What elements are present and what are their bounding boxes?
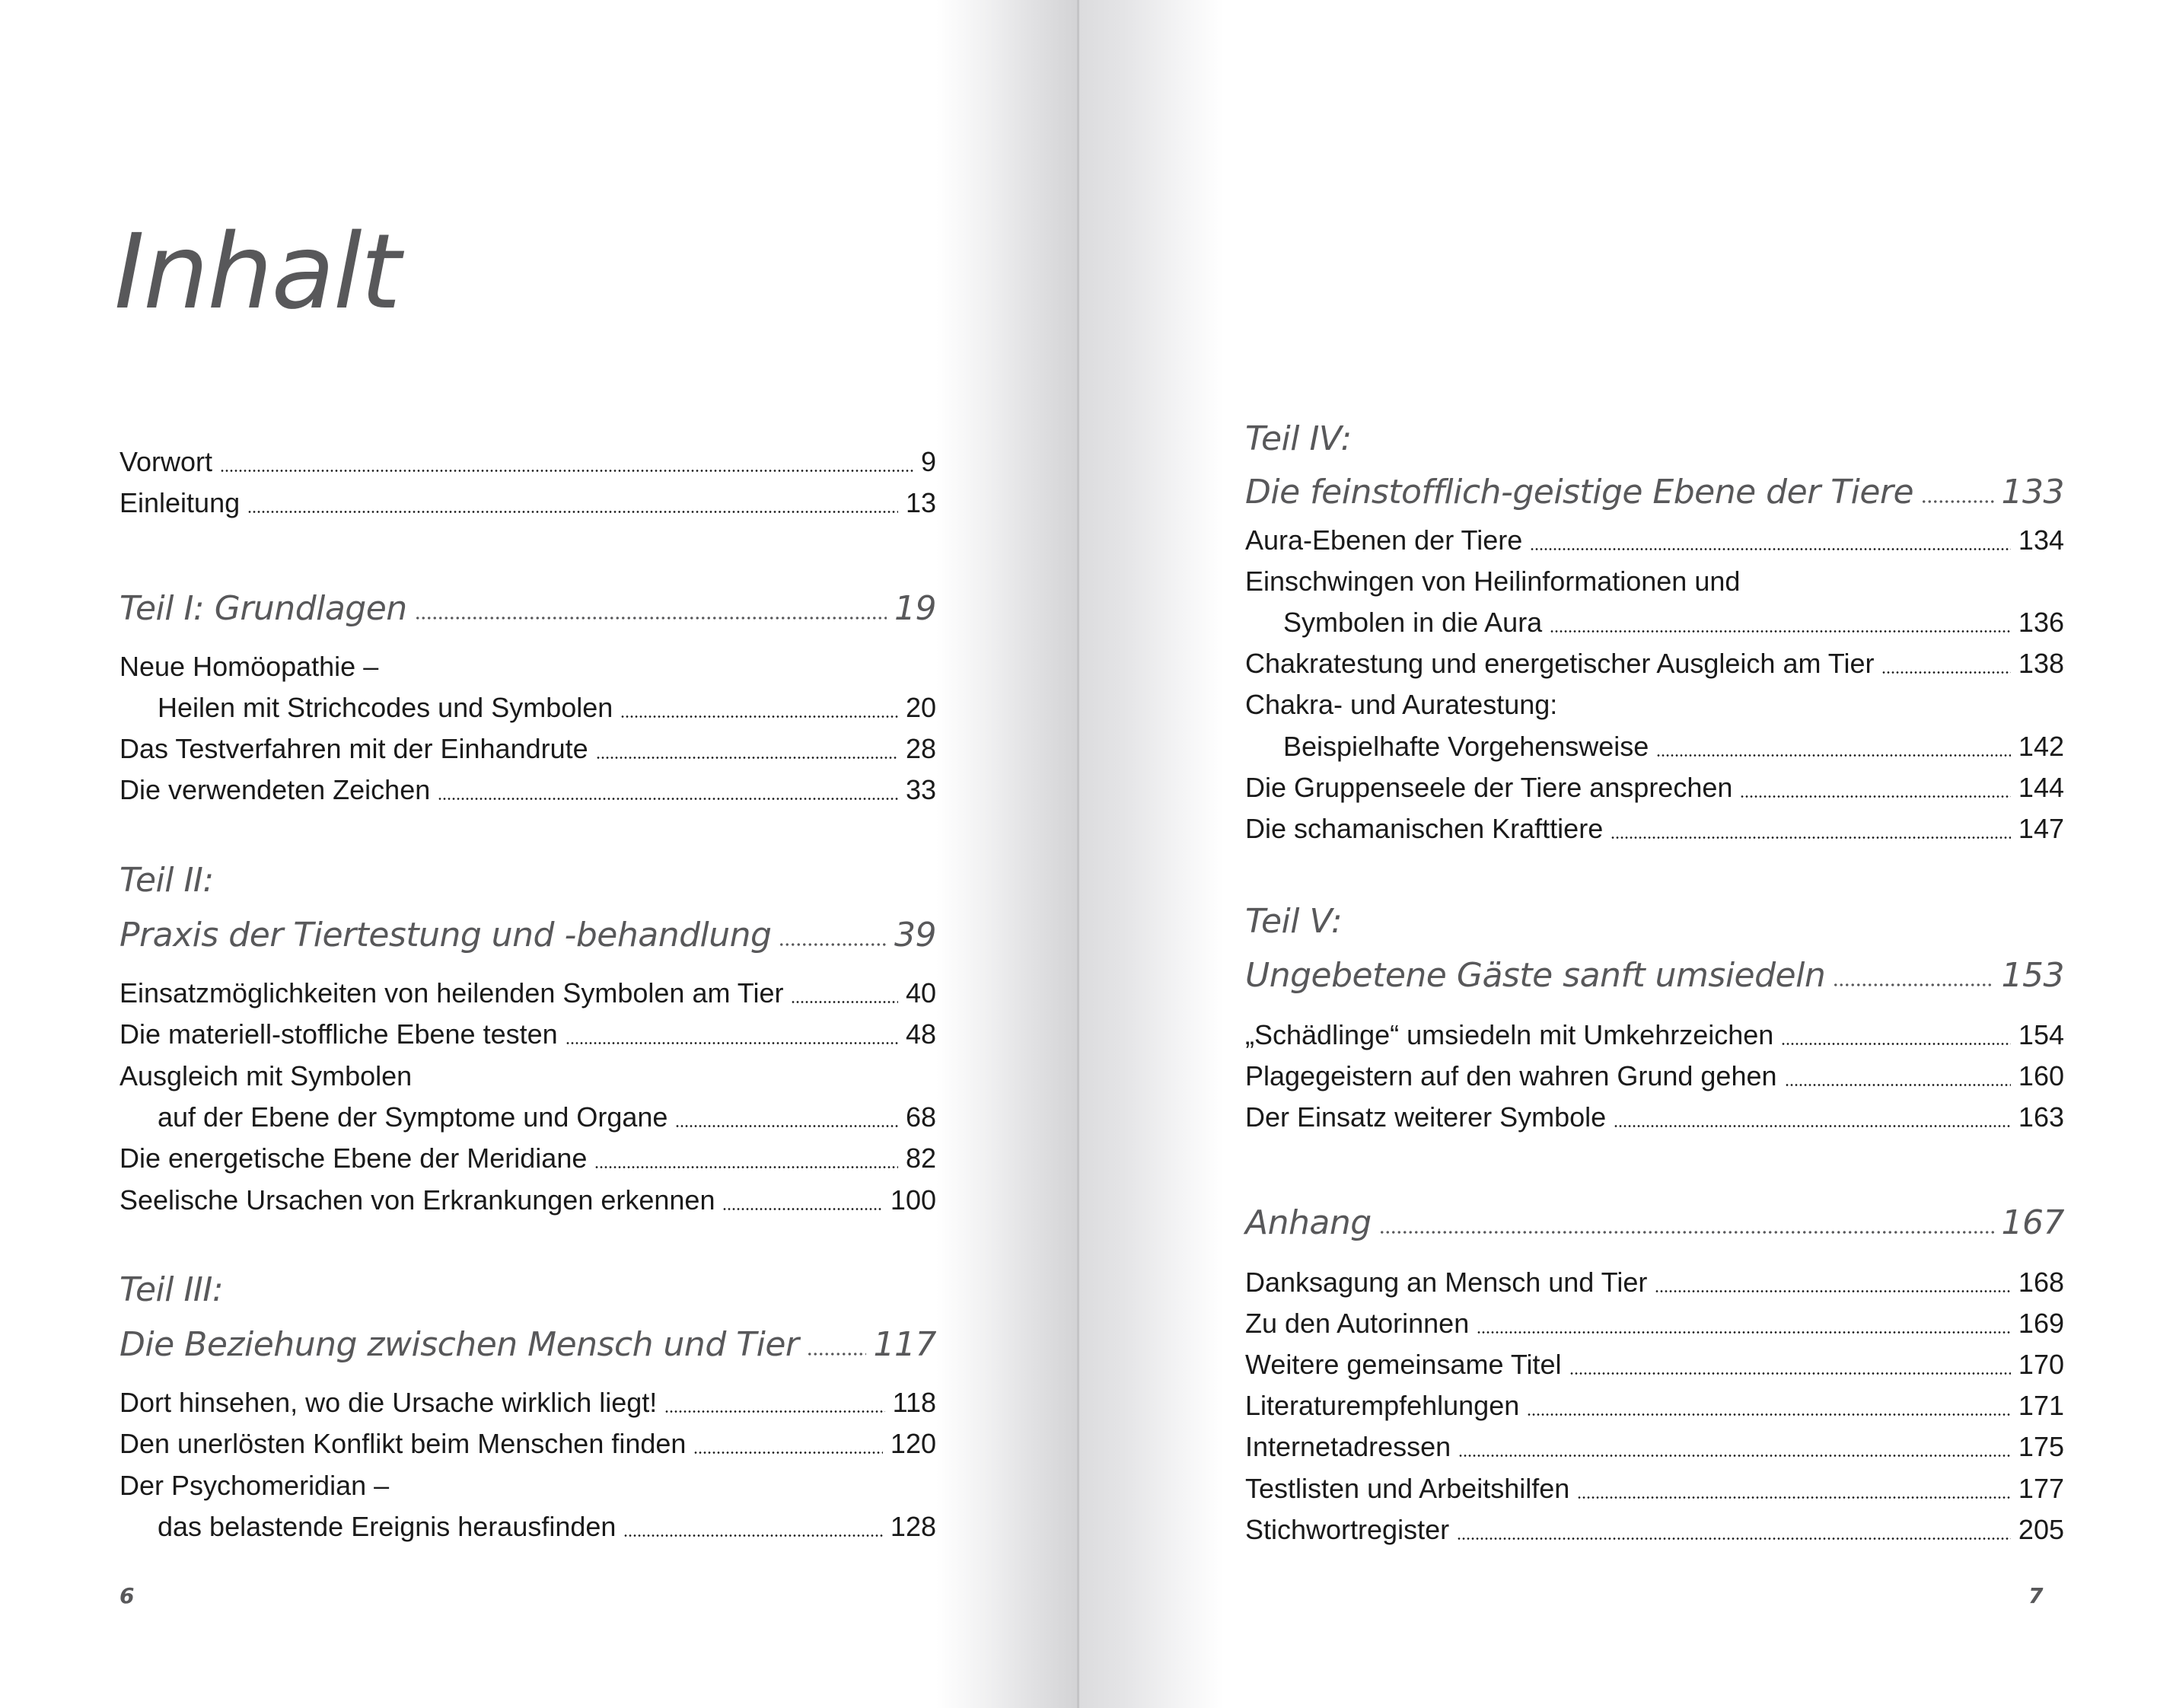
toc-entry[interactable] [1245,1262,2064,1303]
toc-entry-page: 177 [2018,1473,2064,1504]
book-spine-line [1077,0,1079,1708]
section-heading-page: 167 [2001,1203,2064,1242]
toc-entry-label: Den unerlösten Konflikt beim Menschen finden [119,1428,687,1459]
toc-entry-label: Einsatzmöglichkeiten von heilenden Symbolen am Tier [119,977,784,1009]
toc-entry-label: Beispielhafte Vorgehensweise [1283,731,1649,762]
toc-entry[interactable] [119,728,936,770]
dot-leader [722,1180,882,1221]
gutter-shadow-left [936,0,1078,1708]
toc-entry-label: Aura-Ebenen der Tiere [1245,524,1523,556]
toc-entry[interactable] [119,687,936,728]
toc-entry-label: Die schamanischen Krafttiere [1245,813,1604,844]
toc-entry-label: das belastende Ereignis herausfinden [158,1511,617,1542]
toc-entry-page: 171 [2018,1390,2064,1421]
toc-entry-label: Zu den Autorinnen [1245,1308,1470,1339]
dot-leader [779,911,887,960]
dot-leader [1611,808,2011,849]
section-heading-label: Teil II: [119,861,214,900]
dot-leader [1530,520,2011,561]
dot-leader [1833,951,1993,1000]
dot-leader [1921,468,1993,517]
toc-entry-page: 20 [905,692,936,723]
dot-leader [807,1321,866,1369]
section-heading-teil-2-line1 [119,856,936,905]
toc-entry[interactable] [119,1506,936,1547]
toc-entry-vorwort[interactable] [119,441,936,483]
toc-entry-label: Ausgleich mit Symbolen [119,1060,413,1091]
toc-entry-page: 100 [890,1184,936,1216]
section-heading-label: Teil III: [119,1270,224,1309]
section-heading-page: 117 [873,1325,936,1364]
dot-leader [1379,1199,1994,1248]
toc-entry-page: 160 [2018,1060,2064,1091]
toc-entry-page: 205 [2018,1514,2064,1545]
toc-entry[interactable] [1245,684,2064,725]
toc-entry[interactable] [119,973,936,1014]
toc-entry-page: 9 [920,446,936,477]
toc-entry-label: Die Gruppenseele der Tiere ansprechen [1245,772,1733,803]
toc-entry-page: 169 [2018,1308,2064,1339]
page-number-left: 6 [119,1583,135,1608]
section-heading-page: 19 [894,589,936,628]
dot-leader [1656,726,2011,767]
section-heading-page: 133 [2001,473,2064,511]
section-heading-label: Ungebetene Gäste sanft umsiedeln [1245,956,1826,995]
toc-entry-label: Die energetische Ebene der Meridiane [119,1142,588,1174]
section-heading-teil-4[interactable] [1245,468,2064,517]
toc-entry-label: Einleitung [119,487,241,518]
toc-entry[interactable] [119,1465,936,1506]
toc-entry-page: 28 [905,733,936,764]
section-heading-anhang[interactable] [1245,1199,2064,1248]
toc-entry-label: Die verwendeten Zeichen [119,774,431,805]
dot-leader [415,585,887,633]
section-heading-teil-3-line1 [119,1266,936,1314]
toc-entry[interactable] [1245,1056,2064,1097]
gutter-shadow-right [1079,0,1224,1708]
dot-leader [438,770,898,811]
toc-entry-label: Das Testverfahren mit der Einhandrute [119,733,588,764]
section-heading-teil-5-line1 [1245,897,2064,946]
toc-entry-page: 48 [905,1018,936,1050]
toc-entry[interactable] [1245,1468,2064,1509]
toc-entry-page: 33 [905,774,936,805]
toc-entry[interactable] [119,770,936,811]
toc-entry-page: 138 [2018,648,2064,679]
toc-entry-page: 13 [905,487,936,518]
section-heading-label: Teil V: [1245,902,1343,941]
page-number-right: 7 [2028,1583,2044,1608]
toc-entry-page: 118 [892,1387,936,1418]
toc-entry-page: 128 [890,1511,936,1542]
toc-entry-page: 120 [890,1428,936,1459]
dot-leader [1881,643,2010,684]
dot-leader [791,973,897,1014]
toc-entry-label: Die materiell-stoffliche Ebene testen [119,1018,558,1050]
toc-entry-page: 134 [2018,524,2064,556]
dot-leader [1458,1426,2011,1467]
dot-leader [623,1506,883,1547]
section-heading-teil-4-line1 [1245,415,2064,464]
toc-entry[interactable] [1245,808,2064,849]
toc-entry[interactable] [1245,1344,2064,1385]
page-title: Inhalt [114,212,400,333]
toc-entry[interactable] [119,1097,936,1138]
dot-leader [1569,1344,2011,1385]
toc-entry-page: 82 [905,1142,936,1174]
toc-entry[interactable] [119,1180,936,1221]
dot-leader [220,441,913,483]
toc-entry-page: 163 [2018,1101,2064,1133]
toc-entry-label: Chakratestung und energetischer Ausgleich am Tier [1245,648,1875,679]
toc-entry-page: 170 [2018,1349,2064,1380]
dot-leader [1781,1015,2011,1056]
section-heading-page: 39 [894,916,936,954]
toc-entry-label: Der Psychomeridian – [119,1470,390,1501]
toc-entry-label: Weitere gemeinsame Titel [1245,1349,1562,1380]
toc-entry[interactable] [1245,1509,2064,1550]
dot-leader [1655,1262,2011,1303]
section-heading-teil-1[interactable] [119,585,936,633]
toc-entry-label: auf der Ebene der Symptome und Organe [158,1101,668,1133]
toc-entry[interactable] [119,646,936,687]
dot-leader [596,728,898,770]
toc-entry-label: Neue Homöopathie – [119,651,379,682]
dot-leader [1550,602,2011,643]
toc-entry-label: Der Einsatz weiterer Symbole [1245,1101,1607,1133]
toc-entry-einleitung[interactable] [119,483,936,524]
dot-leader [247,483,898,524]
section-heading-teil-5[interactable] [1245,951,2064,1000]
toc-entry-page: 175 [2018,1431,2064,1462]
dot-leader [693,1423,882,1464]
section-heading-label: Die Beziehung zwischen Mensch und Tier [119,1325,799,1364]
dot-leader [1577,1468,2011,1509]
section-heading-label: Praxis der Tiertestung und -behandlung [119,916,772,954]
toc-entry-page: 68 [905,1101,936,1133]
toc-entry[interactable] [119,1382,936,1423]
toc-entry[interactable] [1245,726,2064,767]
toc-entry[interactable] [1245,1385,2064,1426]
section-heading-teil-2[interactable] [119,911,936,960]
section-heading-label: Teil I: Grundlagen [119,589,407,628]
section-heading-label: Anhang [1245,1203,1372,1242]
toc-entry[interactable] [1245,1015,2064,1056]
toc-entry-label: Dort hinsehen, wo die Ursache wirklich liegt! [119,1387,658,1418]
toc-entry[interactable] [119,1056,936,1097]
dot-leader [1614,1097,2011,1138]
toc-entry[interactable] [1245,1303,2064,1344]
toc-entry-page: 154 [2018,1019,2064,1050]
toc-entry-label: Chakra- und Auratestung: [1245,689,1558,720]
dot-leader [664,1382,884,1423]
toc-entry-label: Literaturempfehlungen [1245,1390,1520,1421]
toc-entry-label: Symbolen in die Aura [1283,607,1543,638]
toc-entry-page: 147 [2018,813,2064,844]
dot-leader [1740,767,2011,808]
toc-entry[interactable] [1245,520,2064,561]
toc-entry-label: Seelische Ursachen von Erkrankungen erkennen [119,1184,715,1216]
dot-leader [1477,1303,2011,1344]
toc-entry-label: Stichwortregister [1245,1514,1450,1545]
toc-entry-page: 142 [2018,731,2064,762]
toc-entry-label: Testlisten und Arbeitshilfen [1245,1473,1570,1504]
dot-leader [675,1097,898,1138]
toc-entry-label: „Schädlinge“ umsiedeln mit Umkehrzeichen [1245,1019,1774,1050]
toc-entry[interactable] [1245,561,2064,602]
dot-leader [1457,1509,2011,1550]
toc-entry[interactable] [1245,767,2064,808]
toc-entry-label: Heilen mit Strichcodes und Symbolen [158,692,613,723]
dot-leader [1527,1385,2011,1426]
toc-entry-page: 40 [905,977,936,1009]
dot-leader [594,1138,898,1179]
toc-entry-label: Plagegeistern auf den wahren Grund gehen [1245,1060,1777,1091]
toc-entry-label: Danksagung an Mensch und Tier [1245,1267,1648,1298]
toc-entry[interactable] [119,1138,936,1179]
toc-entry[interactable] [1245,602,2064,643]
toc-entry[interactable] [119,1014,936,1055]
toc-entry-label: Vorwort [119,446,213,477]
section-heading-label: Teil IV: [1245,419,1352,458]
dot-leader [566,1014,898,1055]
toc-entry[interactable] [119,1423,936,1464]
toc-entry-page: 136 [2018,607,2064,638]
toc-entry-label: Internetadressen [1245,1431,1451,1462]
toc-entry-page: 144 [2018,772,2064,803]
section-heading-label: Die feinstofflich-geistige Ebene der Tiere [1245,473,1914,511]
toc-entry-label: Einschwingen von Heilinformationen und [1245,566,1741,597]
toc-entry[interactable] [1245,1097,2064,1138]
dot-leader [620,687,898,728]
section-heading-page: 153 [2001,956,2064,995]
toc-entry[interactable] [1245,643,2064,684]
toc-entry-page: 168 [2018,1267,2064,1298]
dot-leader [1785,1056,2011,1097]
section-heading-teil-3[interactable] [119,1321,936,1369]
toc-entry[interactable] [1245,1426,2064,1467]
